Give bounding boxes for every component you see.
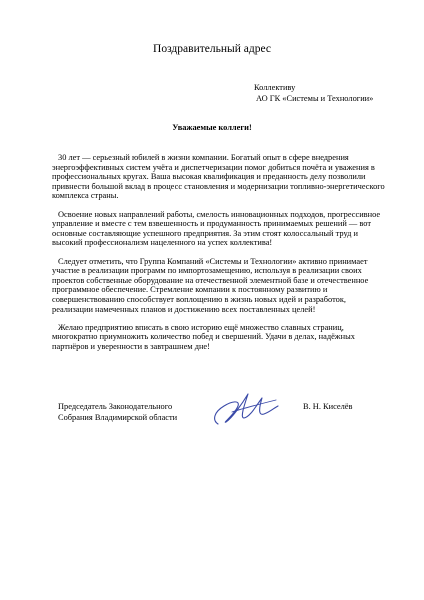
signatory-position-line-1: Председатель Законодательного: [58, 402, 173, 411]
recipient-block: [254, 82, 373, 104]
letter-body: [52, 153, 388, 360]
recipient-line-1: Коллективу: [254, 83, 296, 92]
document-title: Поздравительный адрес: [153, 43, 271, 55]
handwritten-signature: [204, 384, 282, 434]
signatory-position-line-2: Собрания Владимирской области: [58, 413, 178, 422]
paragraph-2: Освоение новых направлений работы, смелость инновационных подходов, прогрессивное управление и вместе с тем взвешенность и продуманность принимаемых решений — вот основные составляющие успешного предприятия. За этим стоят колоссальный труд и высокий профессионализм нацеленного на успех коллектива!: [52, 209, 381, 248]
signatory-name: В. Н. Киселёв: [303, 402, 353, 411]
greeting: Уважаемые коллеги!: [172, 123, 252, 132]
recipient-line-2: АО ГК «Системы и Технологии»: [256, 94, 374, 103]
paragraph-3: Следует отметить, что Группа Компаний «Системы и Технологии» активно принимает участие в реализации программ по импортозамещению, используя в реализации своих проектов собственные оборудование на отечественной элементной базе и отечественное программное обеспечение. Стремление компании к постоянному развитию и совершенствованию способствует воплощению в жизнь новых идей и разработок, реализации намеченных планов и достижению всех поставленных целей!: [52, 256, 369, 314]
paragraph-4: Желаю предприятию вписать в свою историю ещё множество славных страниц, многократно приумножить количество побед и свершений. Удачи в делах, надёжных партнёров и уверенности в завтрашнем дне!: [52, 322, 355, 351]
paragraph-1: 30 лет — серьезный юбилей в жизни компании. Богатый опыт в сфере внедрения энергоэффективных систем учёта и диспетчеризации помог добиться почёта и уважения в профессиональных кругах. Ваша высокая квалификация и преданность делу позволили привнести большой вклад в процесс становления и модернизации топливно-энергетического комплекса страны.: [52, 153, 385, 201]
signatory-position: [58, 401, 177, 423]
